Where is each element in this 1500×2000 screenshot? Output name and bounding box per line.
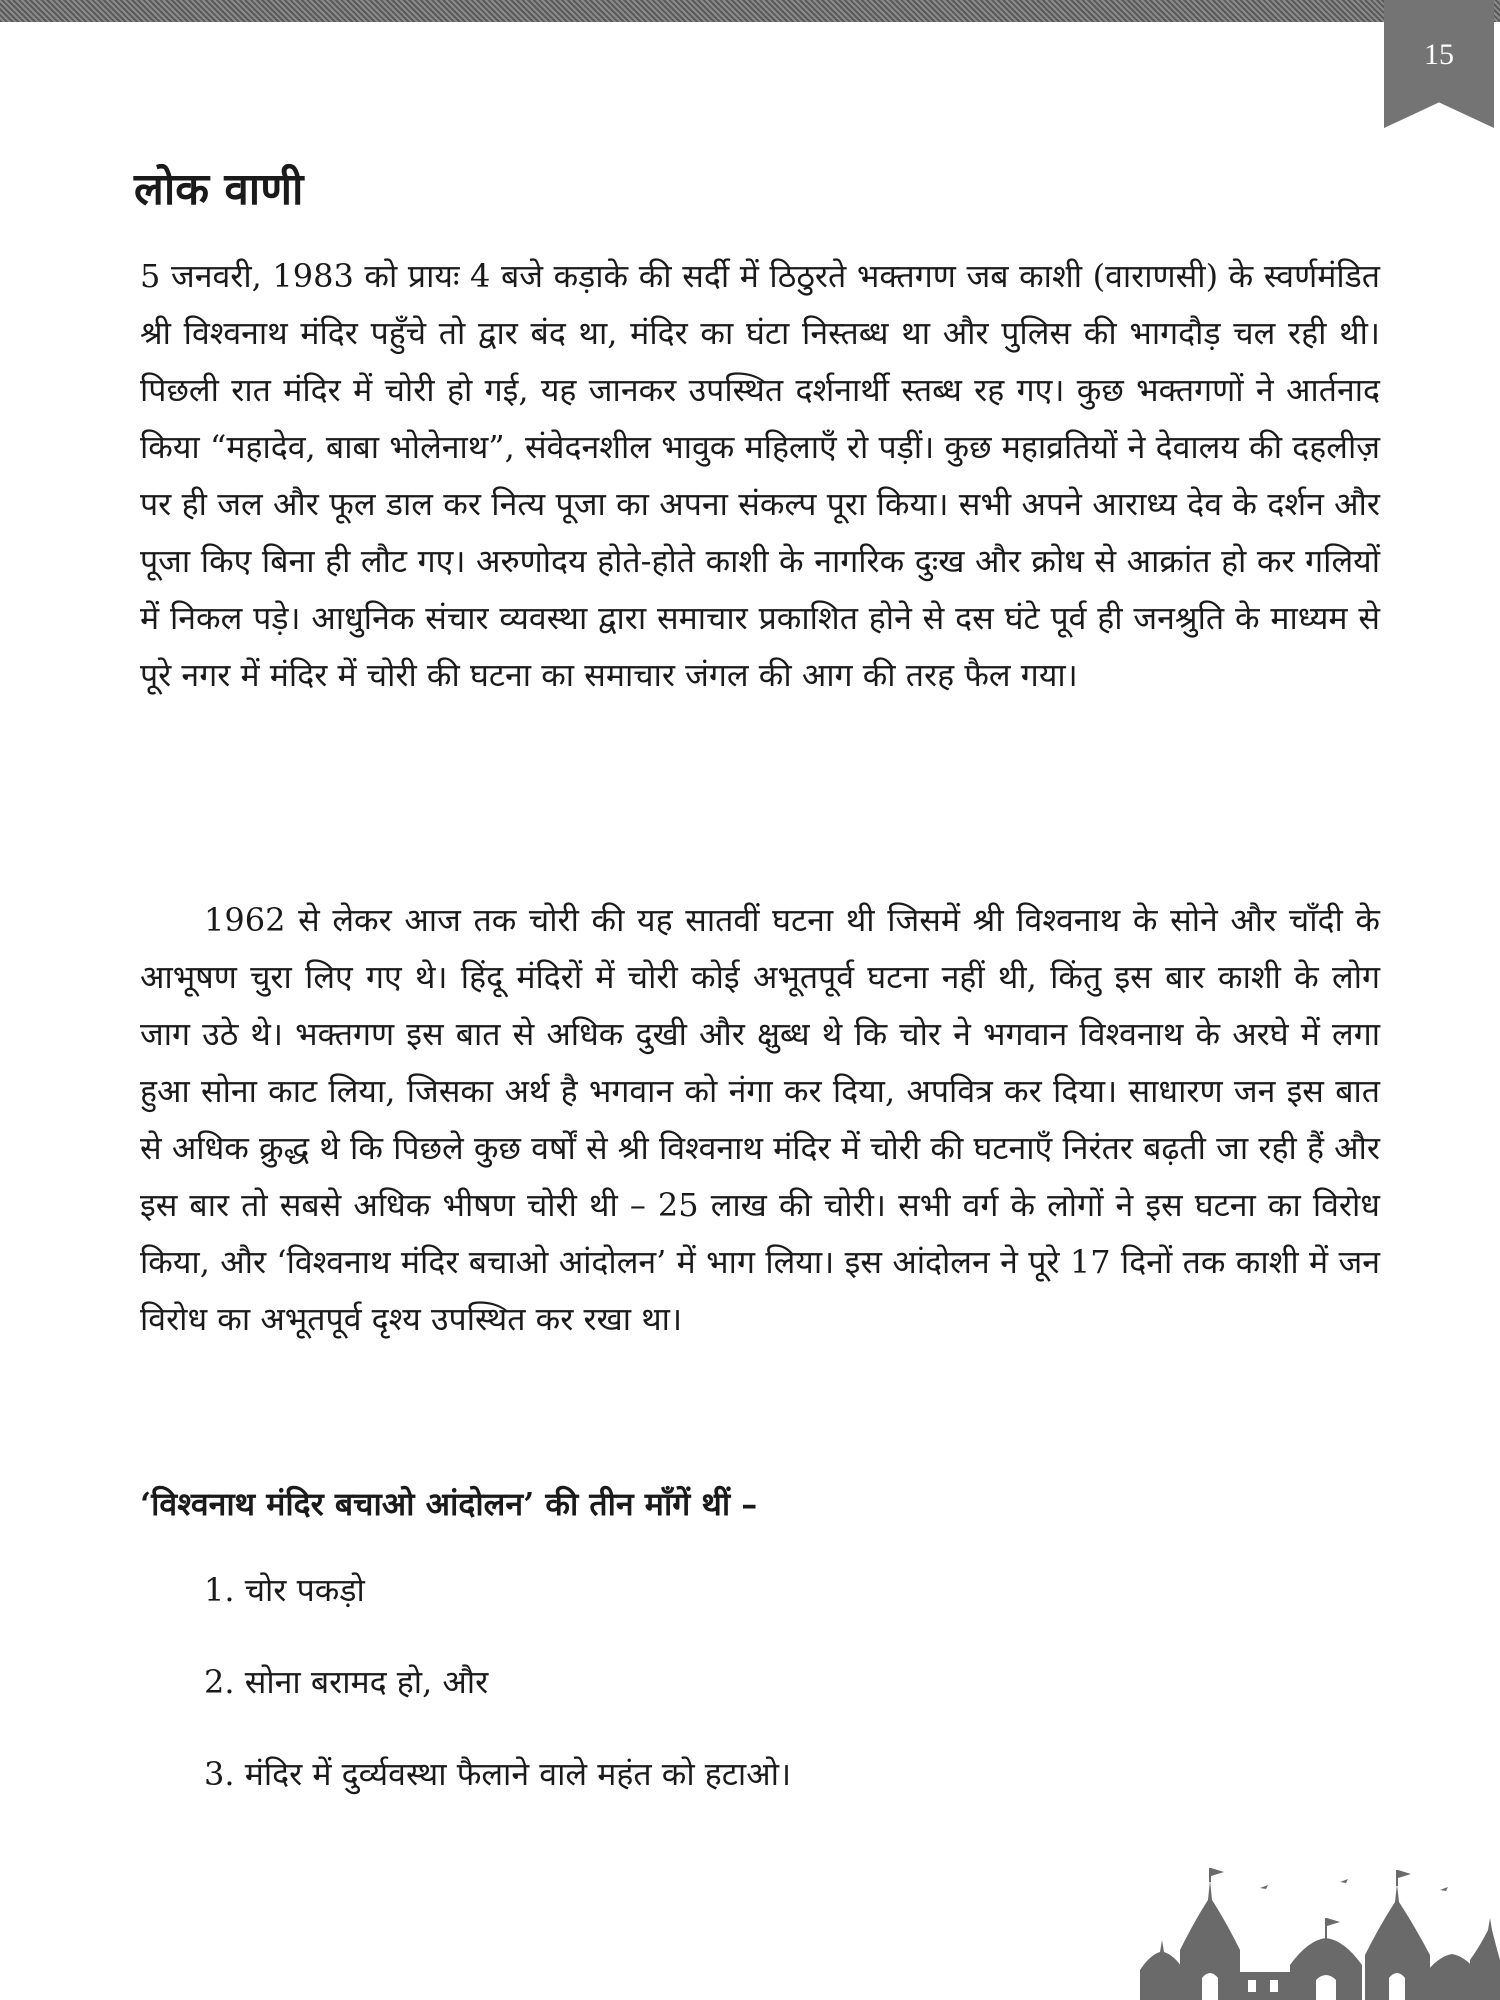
demand-item: 3. मंदिर में दुर्व्यवस्था फैलाने वाले महंत को हटाओ।	[204, 1755, 792, 1793]
demands-heading: ‘विश्वनाथ मंदिर बचाओ आंदोलन’ की तीन माँगें थीं –	[140, 1485, 758, 1523]
page-title: लोक वाणी	[134, 164, 304, 215]
paragraph-2: 1962 से लेकर आज तक चोरी की यह सातवीं घटना थी जिसमें श्री विश्वनाथ के सोने और चाँदी के आभूषण चुरा लिए गए थे। हिंदू मंदिरों में चोरी कोई अभूतपूर्व घटना नहीं थी, किंतु इस बार काशी के लोग जाग उठे थे। भक्तगण इस बात से अधिक दुखी और क्षुब्ध थे कि चोर ने भगवान विश्वनाथ के अरघे में लगा हुआ सोना काट लिया, जिसका अर्थ है भगवान को नंगा कर दिया, अपवित्र कर दिया। साधारण जन इस बात से अधिक क्रुद्ध थे कि पिछले कुछ वर्षों से श्री विश्वनाथ मंदिर में चोरी की घटनाएँ निरंतर बढ़ती जा रही हैं और इस बार तो सबसे अधिक भीषण चोरी थी – 25 लाख की चोरी। सभी वर्ग के लोगों ने इस घटना का विरोध किया, और ‘विश्वनाथ मंदिर बचाओ आंदोलन’ में भाग लिया। इस आंदोलन ने पूरे 17 दिनों तक काशी में जन विरोध का अभूतपूर्व दृश्य उपस्थित कर रखा था।	[140, 901, 1380, 1338]
top-decorative-band	[0, 0, 1500, 22]
demand-item: 1. चोर पकड़ो	[204, 1571, 365, 1609]
demand-item: 2. सोना बरामद हो, और	[204, 1663, 489, 1701]
paragraph-1: 5 जनवरी, 1983 को प्रायः 4 बजे कड़ाके की सर्दी में ठिठुरते भक्तगण जब काशी (वाराणसी) के स्वर्णमंडित श्री विश्वनाथ मंदिर पहुँचे तो द्वार बंद था, मंदिर का घंटा निस्तब्ध था और पुलिस की भागदौड़ चल रही थी। पिछली रात मंदिर में चोरी हो गई, यह जानकर उपस्थित दर्शनार्थी स्तब्ध रह गए। कुछ भक्तगणों ने आर्तनाद किया “महादेव, बाबा भोलेनाथ”, संवेदनशील भावुक महिलाएँ रो पड़ीं। कुछ महाव्रतियों ने देवालय की दहलीज़ पर ही जल और फूल डाल कर नित्य पूजा का अपना संकल्प पूरा किया। सभी अपने आराध्य देव के दर्शन और पूजा किए बिना ही लौट गए। अरुणोदय होते-होते काशी के नागरिक दुःख और क्रोध से आक्रांत हो कर गलियों में निकल पड़े। आधुनिक संचार व्यवस्था द्वारा समाचार प्रकाशित होने से दस घंटे पूर्व ही जनश्रुति के माध्यम से पूरे नगर में मंदिर में चोरी की घटना का समाचार जंगल की आग की तरह फैल गया।	[140, 257, 1381, 694]
page-number: 15	[1424, 38, 1454, 71]
temple-silhouette-illustration	[1140, 1860, 1500, 2000]
